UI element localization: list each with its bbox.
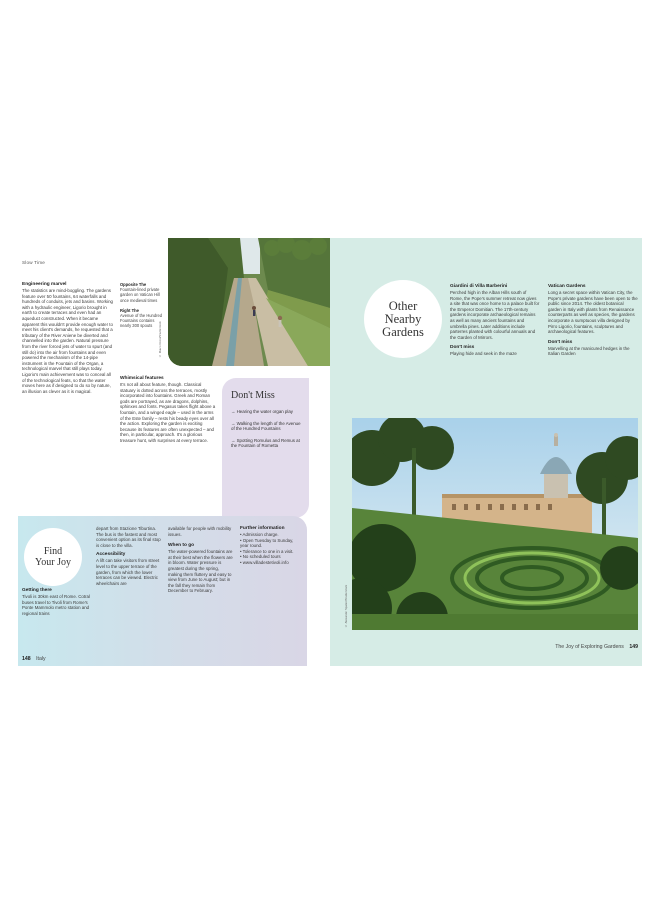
page-number-left: 148 xyxy=(22,656,31,662)
body-getting-there: Tivoli is 30km east of Rome. Cotral buses travel to Tivoli from Rome's Ponte Mammolo metro station and regional trains xyxy=(22,594,90,616)
photo-credit-right: © Alexander Spatari/Shutterstock xyxy=(344,584,348,628)
heading-dont-miss-barberini: Don't miss xyxy=(450,345,475,351)
further-info-item: • No scheduled tours xyxy=(240,554,281,560)
heading-villa-barberini: Giardini di Villa Barberini xyxy=(450,284,508,289)
folio-label-right: The Joy of Exploring Gardens xyxy=(555,644,624,650)
page-number-right: 149 xyxy=(629,644,638,650)
folio-left xyxy=(22,656,46,662)
caption-text-opposite: Fountain-lined private garden on Vatican Hill once medieval times xyxy=(120,287,160,303)
body-vatican: Long a secret space within Vatican City, the Pope's private gardens have been open to the public since 2014. The oldest botanical garden in Italy with plants from Renaissance counterparts as well as species, the gardens incorporate a sumptuous villa designed by Pirro Ligorio, fountains, sculptures and archaeological features. xyxy=(548,290,638,335)
avenue-illustration xyxy=(168,238,330,366)
heading-vatican: Vatican Gardens xyxy=(548,284,586,289)
dont-miss-item: → Hearing the water organ play xyxy=(231,409,293,414)
heading-when-to-go: When to go xyxy=(168,543,195,549)
getting-there xyxy=(22,588,90,616)
body-accessibility-cont: available for people with mobility issues. xyxy=(168,526,232,537)
heading-dont-miss-vatican: Don't miss xyxy=(548,339,573,345)
body-engineering: The statistics are mind-boggling. The gardens feature over 50 fountains, 64 waterfalls and hundreds of conduits, jets and basins. Working with a hydraulic engineer, Ligorio brought in earth to create terraces and even had an aqueduct constructed. When it became apparent this wouldn't provide enough water to meet his client's demands, he requested that a tributary of the River Aniene be diverted and channelled into the garden. Natural pressure from the river forced jets of water to spurt (and still do) into the air from fountains and even powered the mechanism of the 14-pipe instrument in the Fountain of the Organ, a technological marvel that still plays today. Ligorio's main achievement was to conceal all of the technological feats, so that the water moves here as if designed to do so by nature, an illusion as clever as it is magical. xyxy=(22,288,113,394)
other-gardens-title-1: Other xyxy=(388,298,418,313)
folio-label-left: Italy xyxy=(36,656,46,662)
body-dont-miss-vatican: Marvelling at the manicured hedges in the Italian Garden xyxy=(548,345,630,357)
other-gardens-title-2: Nearby xyxy=(384,311,422,326)
heading-engineering: Engineering marvel xyxy=(22,282,67,287)
garden-villa-barberini xyxy=(450,284,540,357)
other-gardens-title-3: Gardens xyxy=(382,324,424,339)
body-accessibility: A lift can take visitors from street level to the upper terrace of the garden, from which the lower terraces can be viewed. Electric wheelchairs are xyxy=(96,558,160,586)
further-information xyxy=(240,526,302,566)
further-info-item: • Admission charge. xyxy=(240,532,279,537)
section-engineering xyxy=(22,282,114,394)
further-info-item: • Open Tuesday to Sunday, year round. xyxy=(240,537,294,549)
dont-miss-box xyxy=(222,378,309,518)
find-your-joy-panel xyxy=(18,516,307,666)
folio-right xyxy=(555,644,638,650)
caption-text-right: Avenue of the Hundred Fountains contains nearly 300 spouts xyxy=(120,313,163,329)
dont-miss-item: → Walking the length of the Avenue of the Hundred Fountains xyxy=(231,420,301,432)
running-head: Slow Time xyxy=(22,260,45,265)
caption-label-right: Right The xyxy=(120,307,139,313)
joy-column-3 xyxy=(168,526,234,594)
find-your-joy-title-2: Your Joy xyxy=(35,557,71,568)
body-dont-miss-barberini: Playing hide and seek in the maze xyxy=(450,351,517,357)
photo-vatican-gardens xyxy=(352,418,638,630)
vatican-garden-illustration xyxy=(352,418,638,630)
heading-getting-there: Getting there xyxy=(22,588,52,593)
dont-miss-item: → Spotting Romulus and Remus at the Fountain of Rometta xyxy=(231,437,300,449)
body-whimsical: It's not all about feature, though. Classical statuary is dotted across the terraces, mostly incorporated into fountains. Greek and Roman gods are portrayed, as are dragons, dolphins, sphinxes and fonts. Pegasus takes flight above a fountain, and a winged eagle – used in the arms of the Este family – rests his beady eyes over all the action. Exploring the garden is exciting because its features are often unexpected – and then, in particular, approach. It's a glorious treasure hunt, with surprises at every terrace. xyxy=(120,382,216,443)
dont-miss-title: Don't Miss xyxy=(231,390,275,401)
other-gardens-circle xyxy=(364,280,442,358)
photo-credit-left: © Mauro Rossi/Shutterstock xyxy=(158,321,162,358)
find-your-joy-circle xyxy=(24,528,82,586)
body-when-to-go: The water-powered fountains are at their best when the flowers are in bloom. Water pressure is greatest during the spring, making them fluttery and easy to view from June to August; but in the fall they remain from December to February. xyxy=(168,549,233,594)
heading-further-info: Further information xyxy=(240,526,285,531)
photo-avenue-fountains xyxy=(168,238,330,366)
further-info-item: • Tolerance to one in a visit. xyxy=(240,548,294,554)
joy-column-2 xyxy=(96,526,162,586)
garden-vatican xyxy=(548,284,638,357)
body-getting-there-cont: depart from Stazione Tiburtina. The bus is the fastest and most convenient option as its final stop is close to the villa. xyxy=(96,526,161,548)
further-info-item: • www.villadestetivoli.info xyxy=(240,559,289,565)
heading-whimsical: Whimsical features xyxy=(120,376,164,381)
caption-label-opposite: Opposite The xyxy=(120,282,147,287)
section-whimsical xyxy=(120,376,216,444)
heading-accessibility: Accessibility xyxy=(96,552,126,558)
book-spread xyxy=(18,238,642,666)
left-page xyxy=(18,238,330,666)
body-villa-barberini: Perched high in the Alban Hills south of Rome, the Pope's summer retreat now gives a site that was once home to a palace built for the Emperor Domitian. The 17th-century gardens incorporate archaeological remains as well as many ancient fountains and umbrella pines. Later additions include parterres planted with colourful annuals and the Garden of Mirrors. xyxy=(450,290,540,340)
find-your-joy-title-1: Find xyxy=(43,546,63,557)
